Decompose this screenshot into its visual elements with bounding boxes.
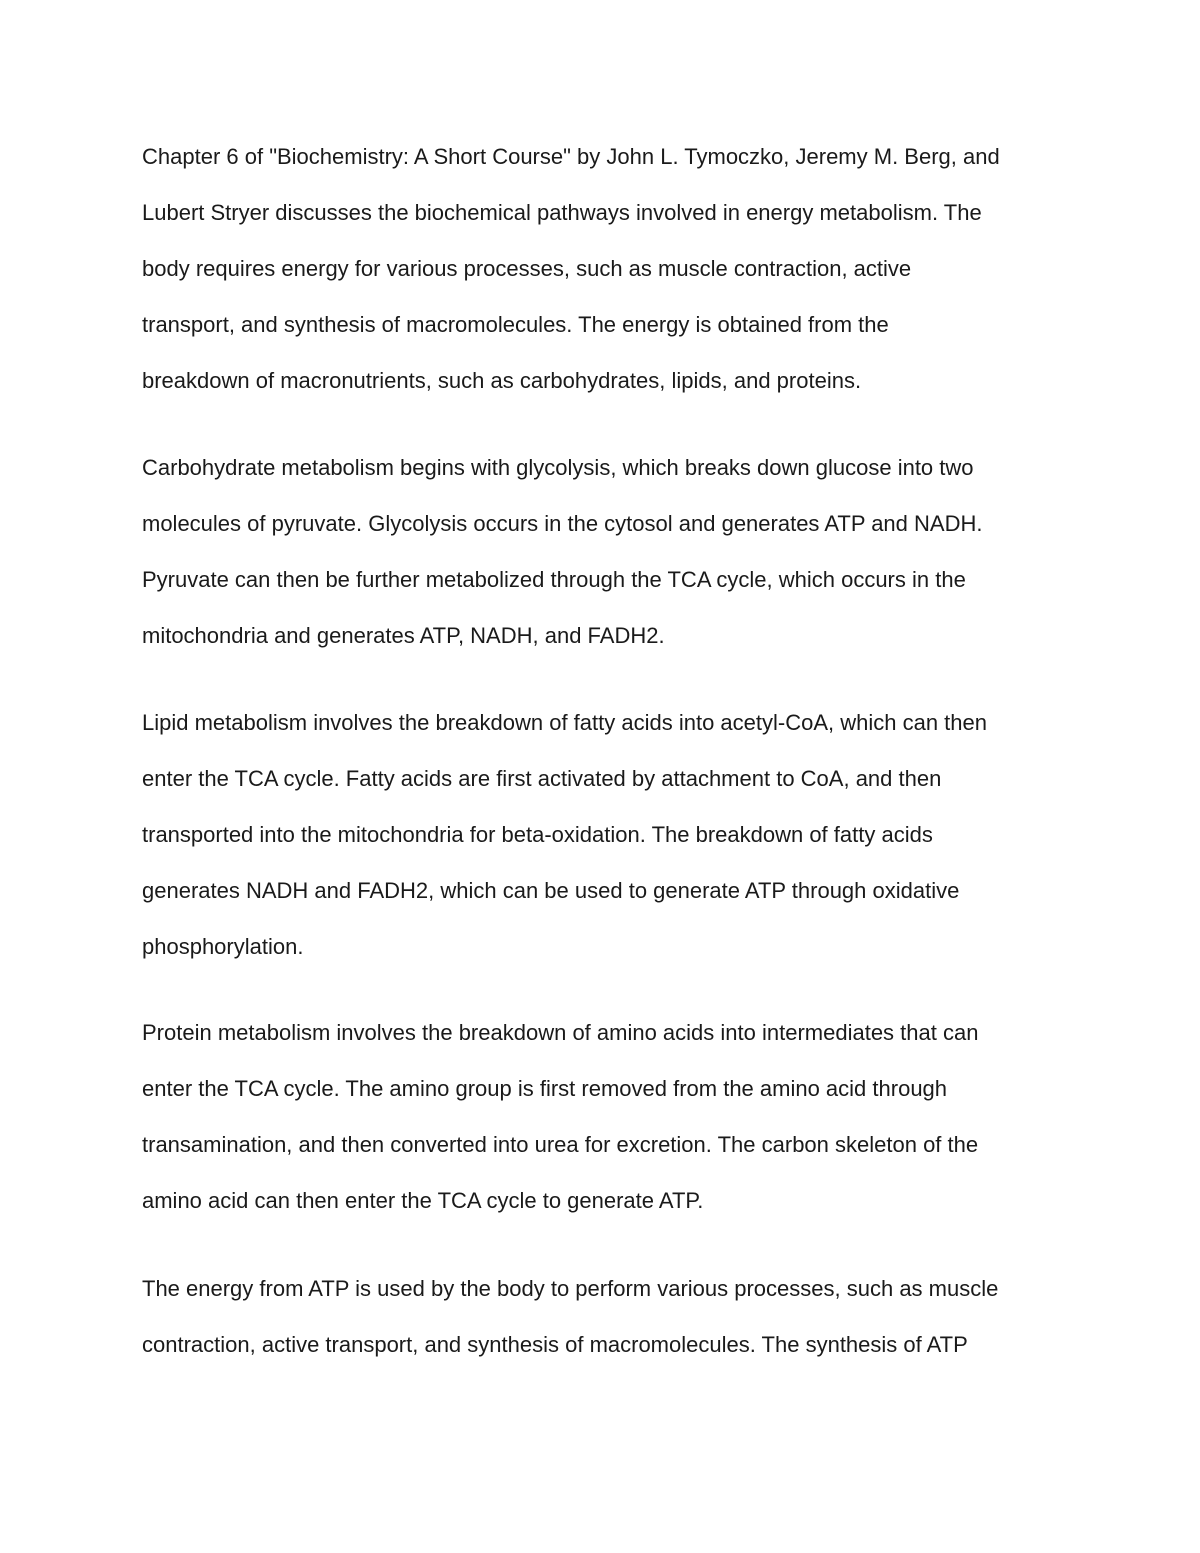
text-line: transport, and synthesis of macromolecules. The energy is obtained from the	[142, 312, 889, 337]
text-line: mitochondria and generates ATP, NADH, and FADH2.	[142, 623, 665, 648]
text-line: phosphorylation.	[142, 934, 304, 959]
text-line: transamination, and then converted into urea for excretion. The carbon skeleton of the	[142, 1132, 979, 1157]
text-line: Chapter 6 of "Biochemistry: A Short Course" by John L. Tymoczko, Jeremy M. Berg, and	[142, 144, 1000, 169]
text-line: molecules of pyruvate. Glycolysis occurs in the cytosol and generates ATP and NADH.	[142, 511, 983, 536]
text-line: generates NADH and FADH2, which can be used to generate ATP through oxidative	[142, 878, 960, 903]
text-line: Protein metabolism involves the breakdown of amino acids into intermediates that can	[142, 1020, 979, 1045]
text-line: enter the TCA cycle. Fatty acids are first activated by attachment to CoA, and then	[142, 766, 942, 791]
text-line: transported into the mitochondria for beta-oxidation. The breakdown of fatty acids	[142, 822, 933, 847]
text-line: Lubert Stryer discusses the biochemical pathways involved in energy metabolism. The	[142, 200, 982, 225]
text-line: breakdown of macronutrients, such as carbohydrates, lipids, and proteins.	[142, 368, 862, 393]
text-line: amino acid can then enter the TCA cycle to generate ATP.	[142, 1188, 704, 1213]
text-line: body requires energy for various processes, such as muscle contraction, active	[142, 256, 912, 281]
text-line: contraction, active transport, and synthesis of macromolecules. The synthesis of ATP	[142, 1332, 968, 1357]
text-line: Carbohydrate metabolism begins with glycolysis, which breaks down glucose into two	[142, 455, 974, 480]
text-line: Lipid metabolism involves the breakdown of fatty acids into acetyl-CoA, which can then	[142, 710, 987, 735]
text-line: The energy from ATP is used by the body to perform various processes, such as muscle	[142, 1276, 999, 1301]
text-line: Pyruvate can then be further metabolized through the TCA cycle, which occurs in the	[142, 567, 966, 592]
text-line: enter the TCA cycle. The amino group is first removed from the amino acid through	[142, 1076, 948, 1101]
